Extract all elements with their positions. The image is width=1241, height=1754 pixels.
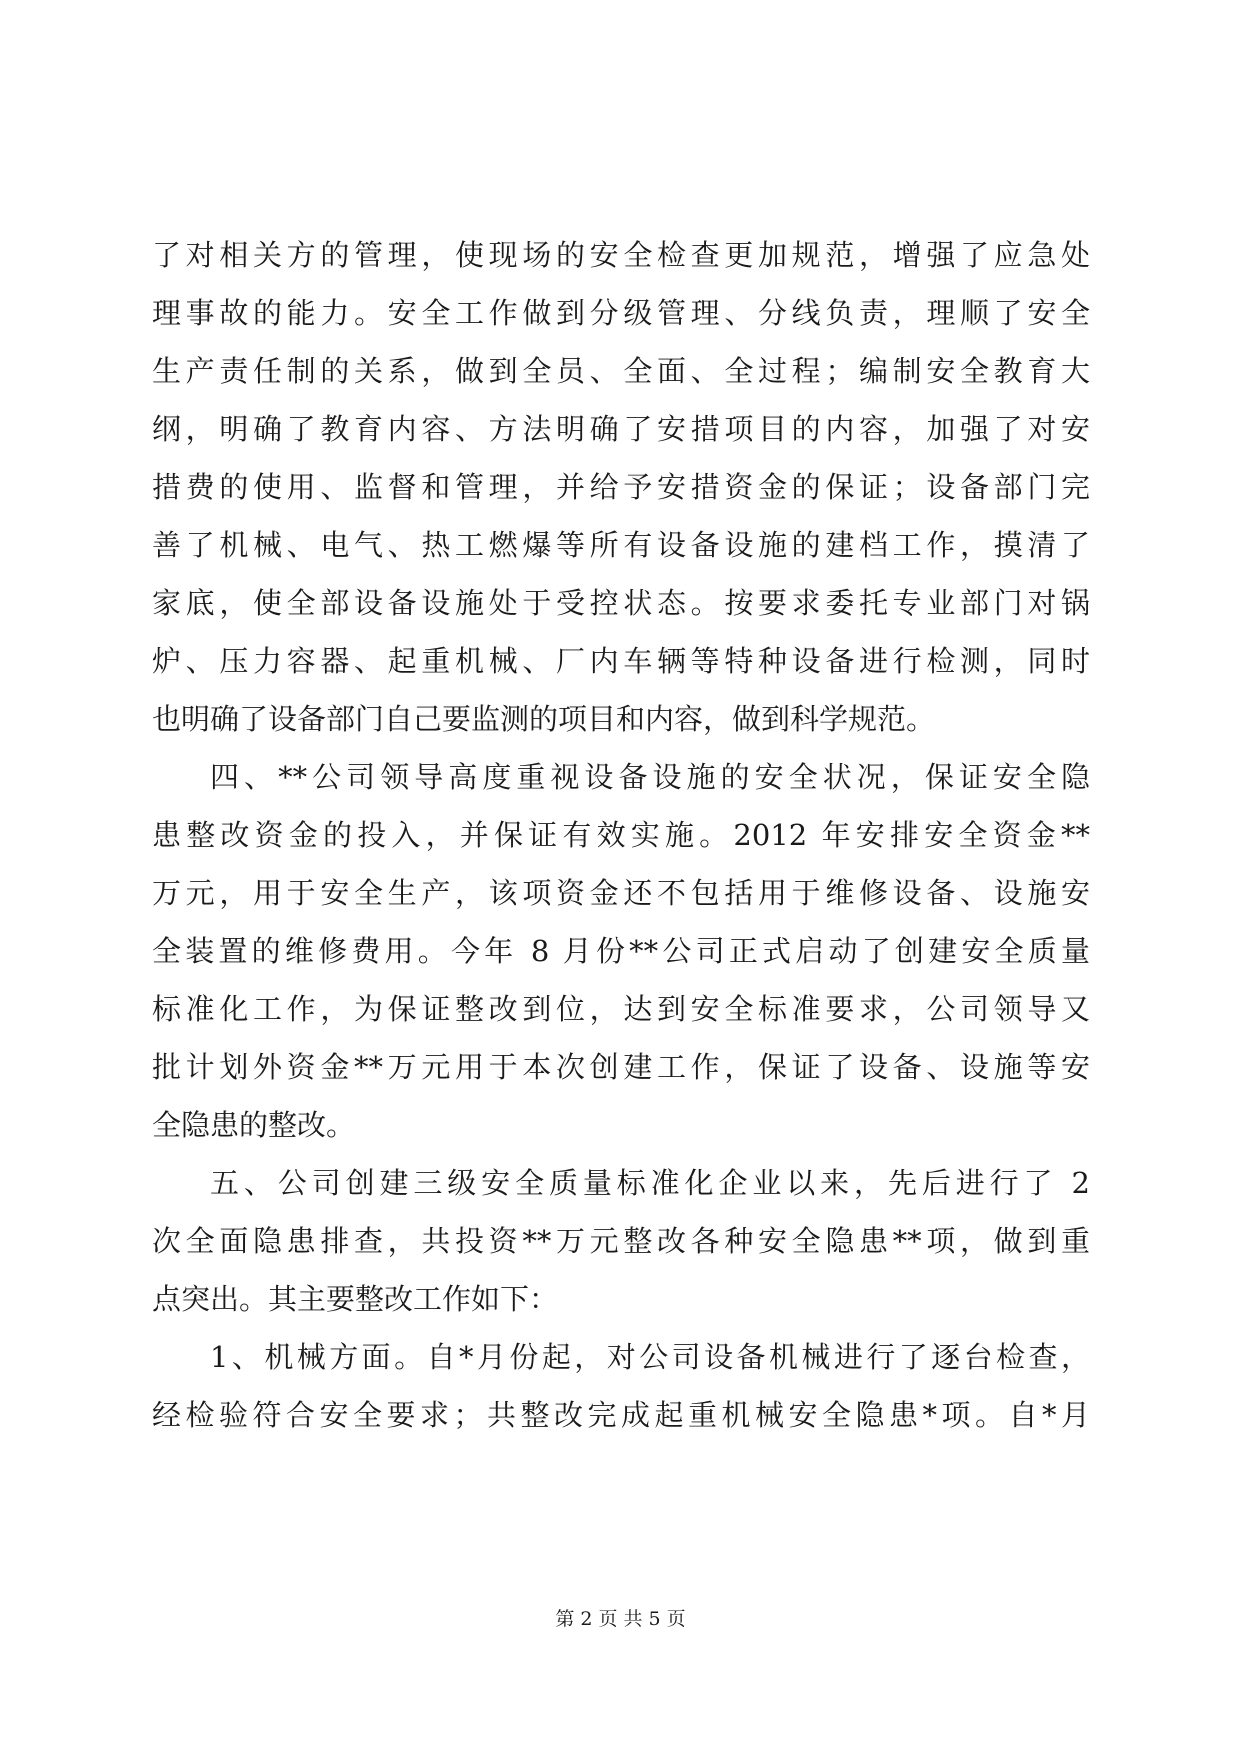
body-text xyxy=(152,226,1090,1444)
text-line: 了对相关方的管理，使现场的安全检查更加规范，增强了应急处 xyxy=(152,238,1090,272)
text-line: 万元，用于安全生产，该项资金还不包括用于维修设备、设施安 xyxy=(152,876,1090,910)
text-line: 炉、压力容器、起重机械、厂内车辆等特种设备进行检测，同时 xyxy=(152,644,1090,678)
text-line: 纲，明确了教育内容、方法明确了安措项目的内容，加强了对安 xyxy=(152,412,1090,446)
text-line: 措费的使用、监督和管理，并给予安措资金的保证；设备部门完 xyxy=(152,470,1090,504)
text-line: 患整改资金的投入，并保证有效实施。2012 年安排安全资金** xyxy=(152,818,1090,852)
text-line: 全隐患的整改。 xyxy=(152,1108,356,1142)
text-line: 标准化工作，为保证整改到位，达到安全标准要求，公司领导又 xyxy=(152,992,1090,1026)
text-line: 经检验符合安全要求；共整改完成起重机械安全隐患*项。自*月 xyxy=(152,1398,1090,1432)
text-line: 次全面隐患排查，共投资**万元整改各种安全隐患**项，做到重 xyxy=(152,1224,1090,1258)
paragraph-start-line: 1、机械方面。自*月份起，对公司设备机械进行了逐台检查， xyxy=(210,1340,1090,1374)
text-line: 善了机械、电气、热工燃爆等所有设备设施的建档工作，摸清了 xyxy=(152,528,1090,562)
paragraph-start-line: 五、公司创建三级安全质量标准化企业以来，先后进行了 2 xyxy=(210,1166,1090,1200)
text-line: 生产责任制的关系，做到全员、全面、全过程；编制安全教育大 xyxy=(152,354,1090,388)
page-number-footer: 第 2 页 共 5 页 xyxy=(555,1608,686,1630)
text-line: 理事故的能力。安全工作做到分级管理、分线负责，理顺了安全 xyxy=(152,296,1090,330)
text-line: 批计划外资金**万元用于本次创建工作，保证了设备、设施等安 xyxy=(152,1050,1090,1084)
text-line: 家底，使全部设备设施处于受控状态。按要求委托专业部门对锅 xyxy=(152,586,1090,620)
paragraph-start-line: 四、**公司领导高度重视设备设施的安全状况，保证安全隐 xyxy=(210,760,1090,794)
text-line: 点突出。其主要整改工作如下： xyxy=(152,1282,559,1316)
text-line: 也明确了设备部门自己要监测的项目和内容，做到科学规范。 xyxy=(152,702,936,736)
text-line: 全装置的维修费用。今年 8 月份**公司正式启动了创建安全质量 xyxy=(152,934,1090,968)
